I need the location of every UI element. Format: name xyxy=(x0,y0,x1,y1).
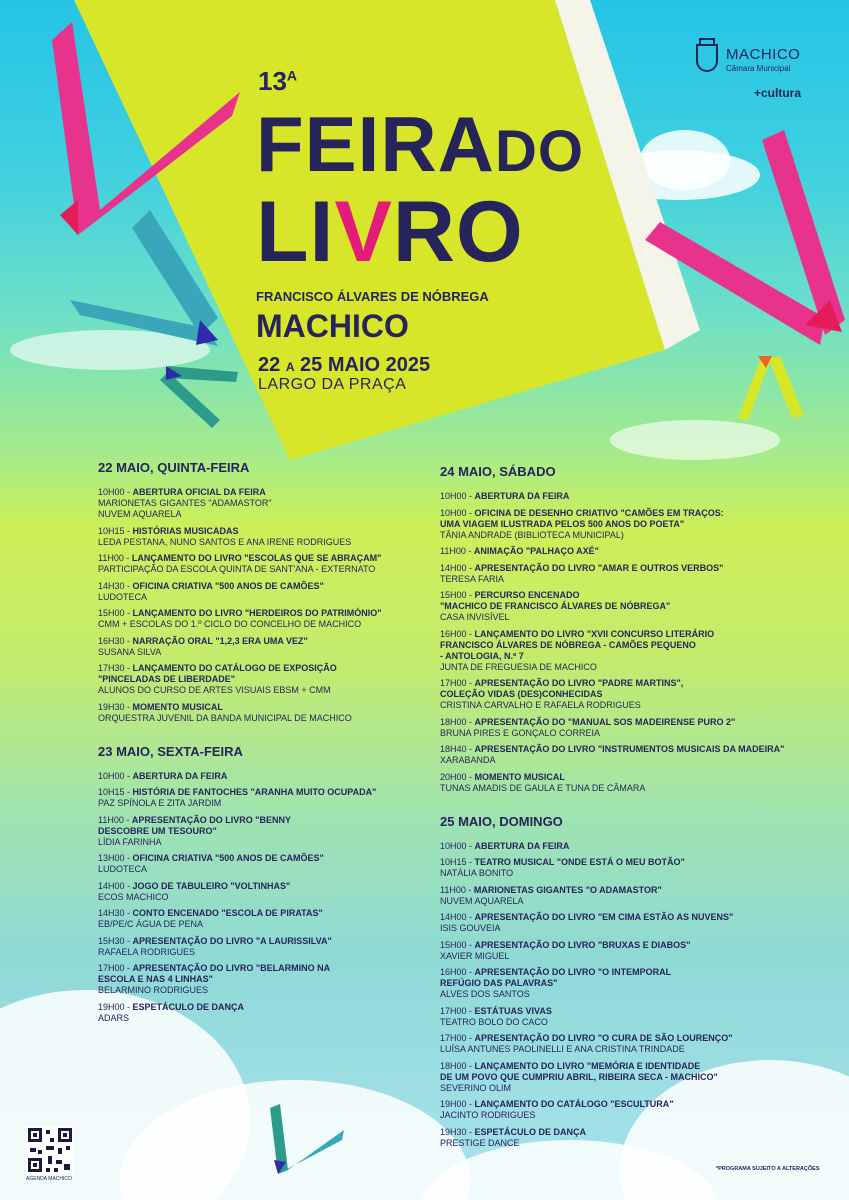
event-title: ABERTURA DA FEIRA xyxy=(474,491,570,501)
event-item: 15H00 - LANÇAMENTO DO LIVRO "HERDEIROS DO PATRIMÓNIO" CMM + ESCOLAS DO 1.º CICLO DO CONCELHO DE MACHICO xyxy=(98,608,478,630)
event-time: 17H00 xyxy=(98,963,125,973)
event-place: LARGO DA PRAÇA xyxy=(258,376,407,393)
event-title: ABERTURA DA FEIRA xyxy=(474,840,570,851)
day-heading: 25 MAIO, DOMINGO xyxy=(440,813,563,829)
logo-name: MACHICO xyxy=(726,46,801,63)
patron-name: FRANCISCO ÁLVARES DE NÓBREGA xyxy=(256,289,489,304)
event-host: PAZ SPÍNOLA E ZITA JARDIM xyxy=(98,798,222,808)
event-time: 10H00 xyxy=(98,770,125,781)
event-title: APRESENTAÇÃO DO LIVRO "BENNY xyxy=(131,814,291,825)
event-host: TUNAS AMADIS DE GAULA E TUNA DE CÂMARA xyxy=(440,782,646,793)
event-item: 10H15 - HISTÓRIAS MUSICADAS LEDA PESTANA, NUNO SANTOS E ANA IRENE RODRIGUES xyxy=(98,526,478,548)
event-time: 16H30 xyxy=(98,635,125,646)
event-host: RAFAELA RODRIGUES xyxy=(98,946,196,957)
event-time: 14H00 xyxy=(440,562,467,573)
title-livro-a: LI xyxy=(256,184,335,280)
event-title: LANÇAMENTO DO LIVRO "MEMÓRIA E IDENTIDADE xyxy=(474,1060,701,1071)
event-item: 11H00 - ANIMAÇÃO "PALHAÇO AXÉ" xyxy=(440,546,599,556)
municipal-logo xyxy=(696,38,816,108)
event-title: "MACHICO DE FRANCISCO ÁLVARES DE NÓBREGA" xyxy=(440,601,671,611)
event-title: APRESENTAÇÃO DO LIVRO "O INTEMPORAL xyxy=(474,967,672,977)
edition-number: $13^A$ xyxy=(258,66,298,96)
event-item: 15H00 - APRESENTAÇÃO DO LIVRO "BRUXAS E DIABOS" XAVIER MIGUEL xyxy=(440,940,820,962)
event-title: LANÇAMENTO DO LIVRO "ESCOLAS QUE SE ABRAÇAM" xyxy=(131,553,382,563)
day-block xyxy=(98,744,478,1024)
event-time: 14H30 xyxy=(98,908,125,918)
event-time: 16H00 xyxy=(440,967,467,977)
event-item: 20H00 - MOMENTO MUSICAL TUNAS AMADIS DE GAULA E TUNA DE CÂMARA xyxy=(440,772,820,794)
event-host: JUNTA DE FREGUESIA DE MACHICO xyxy=(440,661,597,672)
event-title: - ANTOLOGIA, N.º 7 xyxy=(440,650,524,661)
event-title: ABERTURA OFICIAL DA FEIRA xyxy=(132,487,266,497)
event-time: 17H30 xyxy=(98,663,125,673)
event-time: 14H00 xyxy=(440,912,467,922)
event-host: LÍDIA FARINHA xyxy=(98,836,162,847)
event-host: ISIS GOUVEIA xyxy=(440,923,501,933)
event-host: SUSANA SILVA xyxy=(98,646,162,657)
event-title: TEATRO MUSICAL "ONDE ESTÁ O MEU BOTÃO" xyxy=(474,857,685,867)
event-time: 18H00 xyxy=(440,1060,467,1071)
event-time: 10H15 xyxy=(98,525,125,536)
programme-left-column xyxy=(98,460,478,1044)
event-host: LUDOTECA xyxy=(98,591,148,602)
event-host: XARABANDA xyxy=(440,755,496,765)
date-start: 22 xyxy=(258,354,281,376)
event-host: NATÁLIA BONITO xyxy=(440,868,514,878)
event-title: LANÇAMENTO DO LIVRO "HERDEIROS DO PATRIMÓNIO" xyxy=(132,608,382,618)
event-time: 11H00 xyxy=(98,553,124,563)
event-item: 14H00 - APRESENTAÇÃO DO LIVRO "EM CIMA ESTÃO AS NUVENS" ISIS GOUVEIA xyxy=(440,912,820,934)
event-host: TERESA FARIA xyxy=(440,573,505,584)
day-block xyxy=(440,464,820,794)
event-item: 15H00 - PERCURSO ENCENADO "MACHICO DE FRANCISCO ÁLVARES DE NÓBREGA" CASA INVISÍVEL xyxy=(440,590,820,623)
day-block xyxy=(98,460,478,724)
event-host: SEVERINO OLIM xyxy=(440,1082,512,1093)
date-separator: A xyxy=(285,360,295,374)
event-item: 16H00 - LANÇAMENTO DO LIVRO "XVII CONCURSO LITERÁRIO FRANCISCO ÁLVARES DE NÓBREGA - CAMÕES PEQUENO - ANTOLOGIA, N.º 7 JUNTA DE FREGUESIA DE MACHICO xyxy=(440,629,820,673)
event-item: 11H00 - LANÇAMENTO DO LIVRO "ESCOLAS QUE SE ABRAÇAM" PARTICIPAÇÃO DA ESCOLA QUINTA DE SANT'ANA - EXTERNATO xyxy=(98,553,478,575)
event-item: 18H40 - APRESENTAÇÃO DO LIVRO "INSTRUMENTOS MUSICAIS DA MADEIRA" XARABANDA xyxy=(440,744,820,766)
event-item: 17H00 - ESTÁTUAS VIVAS TEATRO BOLO DO CACO xyxy=(440,1006,820,1028)
event-time: 19H00 xyxy=(440,1099,467,1109)
event-time: 18H00 xyxy=(440,716,467,727)
event-title: ANIMAÇÃO "PALHAÇO AXÉ" xyxy=(473,546,599,556)
event-title: MOMENTO MUSICAL xyxy=(132,701,223,712)
event-host: XAVIER MIGUEL xyxy=(440,950,510,961)
event-title: HISTÓRIAS MUSICADAS xyxy=(132,525,239,536)
event-item: 19H30 - MOMENTO MUSICAL ORQUESTRA JUVENIL DA BANDA MUNICIPAL DE MACHICO xyxy=(98,702,478,724)
event-item: 15H30 - APRESENTAÇÃO DO LIVRO "A LAURISSILVA" RAFAELA RODRIGUES xyxy=(98,936,478,958)
event-time: 10H00 xyxy=(440,507,467,518)
event-title: NARRAÇÃO ORAL "1,2,3 ERA UMA VEZ" xyxy=(132,635,308,646)
event-title: MOMENTO MUSICAL xyxy=(474,771,565,782)
event-host: ALUNOS DO CURSO DE ARTES VISUAIS EBSM + CMM xyxy=(98,685,331,695)
event-time: 16H00 xyxy=(440,628,467,639)
event-item: 16H00 - APRESENTAÇÃO DO LIVRO "O INTEMPORAL REFÚGIO DAS PALAVRAS" ALVES DOS SANTOS xyxy=(440,967,820,1000)
event-time: 11H00 xyxy=(440,884,466,895)
event-time: 14H00 xyxy=(98,880,125,891)
event-title: JOGO DE TABULEIRO "VOLTINHAS" xyxy=(132,880,291,891)
title-livro-b: RO xyxy=(392,184,524,280)
event-time: 11H00 xyxy=(440,546,466,556)
event-time: 11H00 xyxy=(98,814,124,825)
event-host: BRUNA PIRES E GONÇALO CORREIA xyxy=(440,727,601,738)
event-time: 10H00 xyxy=(98,487,125,497)
event-host: ADARS xyxy=(98,1012,130,1023)
event-time: 14H30 xyxy=(98,580,125,591)
event-item: 17H00 - APRESENTAÇÃO DO LIVRO "O CURA DE SÃO LOURENÇO" LUÍSA ANTUNES PAOLINELLI E ANA CRISTINA TRINDADE xyxy=(440,1033,820,1055)
event-host: CRISTINA CARVALHO E RAFAELA RODRIGUES xyxy=(440,700,641,710)
event-item: 11H00 - APRESENTAÇÃO DO LIVRO "BENNY DESCOBRE UM TESOURO" LÍDIA FARINHA xyxy=(98,815,478,848)
town-name: MACHICO xyxy=(256,308,409,344)
title-livro xyxy=(256,184,524,280)
event-item: 19H00 - ESPETÁCULO DE DANÇA ADARS xyxy=(98,1002,478,1024)
title-feira: FEIRA xyxy=(256,100,495,188)
event-item: 11H00 - MARIONETAS GIGANTES "O ADAMASTOR" NUVEM AQUARELA xyxy=(440,885,820,907)
event-host: MARIONETAS GIGANTES "ADAMASTOR" xyxy=(98,498,272,508)
event-host: BELARMINO RODRIGUES xyxy=(98,985,209,995)
event-time: 19H00 xyxy=(98,1001,125,1012)
event-title: UMA VIAGEM ILUSTRADA PELOS 500 ANOS DO POETA" xyxy=(440,518,685,529)
event-dates xyxy=(258,354,430,377)
event-item: 10H00 - OFICINA DE DESENHO CRIATIVO "CAMÕES EM TRAÇOS: UMA VIAGEM ILUSTRADA PELOS 500 ANOS DO POETA" TÂNIA ANDRADE (BIBLIOTECA MUNICIPAL) xyxy=(440,508,820,541)
event-time: 10H00 xyxy=(440,491,467,501)
event-time: 19H30 xyxy=(98,701,125,712)
event-item: 14H00 - JOGO DE TABULEIRO "VOLTINHAS" ECOS MACHICO xyxy=(98,881,478,903)
event-title: APRESENTAÇÃO DO LIVRO "BELARMINO NA xyxy=(132,963,331,973)
event-host: LEDA PESTANA, NUNO SANTOS E ANA IRENE RODRIGUES xyxy=(98,536,352,547)
event-item: 10H15 - TEATRO MUSICAL "ONDE ESTÁ O MEU BOTÃO" NATÁLIA BONITO xyxy=(440,857,820,879)
event-title: PERCURSO ENCENADO xyxy=(474,590,580,600)
event-item: 18H00 - APRESENTAÇÃO DO "MANUAL SOS MADEIRENSE PURO 2" BRUNA PIRES E GONÇALO CORREIA xyxy=(440,717,820,739)
event-title: DESCOBRE UM TESOURO" xyxy=(98,825,217,836)
event-title: APRESENTAÇÃO DO LIVRO "INSTRUMENTOS MUSICAIS DA MADEIRA" xyxy=(474,744,785,754)
event-host: TÂNIA ANDRADE (BIBLIOTECA MUNICIPAL) xyxy=(440,529,624,540)
event-title: APRESENTAÇÃO DO LIVRO "A LAURISSILVA" xyxy=(132,935,332,946)
event-title: APRESENTAÇÃO DO LIVRO "O CURA DE SÃO LOURENÇO" xyxy=(474,1033,733,1043)
event-time: 15H00 xyxy=(440,939,467,950)
event-item: 19H30 - ESPETÁCULO DE DANÇA PRESTIGE DANCE xyxy=(440,1127,820,1149)
event-time: 13H00 xyxy=(98,853,125,863)
event-time: 20H00 xyxy=(440,771,467,782)
event-item: 10H00 - ABERTURA DA FEIRA xyxy=(440,840,570,851)
event-title: APRESENTAÇÃO DO LIVRO "AMAR E OUTROS VERBOS" xyxy=(474,562,724,573)
event-time: 17H00 xyxy=(440,1005,467,1016)
event-host: TEATRO BOLO DO CACO xyxy=(440,1016,548,1027)
event-host: ECOS MACHICO xyxy=(98,891,169,902)
event-title: ESPETÁCULO DE DANÇA xyxy=(132,1001,245,1012)
event-item: 14H30 - CONTO ENCENADO "ESCOLA DE PIRATAS" EB/PE/C ÁGUA DE PENA xyxy=(98,908,478,930)
event-time: 10H15 xyxy=(98,787,125,797)
event-title: LANÇAMENTO DO CATÁLOGO "ESCULTURA" xyxy=(474,1099,674,1109)
date-rest: 25 MAIO 2025 xyxy=(300,354,431,376)
event-title: APRESENTAÇÃO DO "MANUAL SOS MADEIRENSE PURO 2" xyxy=(474,716,736,727)
title-livro-v: V xyxy=(334,184,393,280)
event-time: 15H00 xyxy=(98,608,125,618)
event-host: CASA INVISÍVEL xyxy=(440,612,510,622)
event-host: LUDOTECA xyxy=(98,864,148,874)
event-item: 10H00 - ABERTURA DA FEIRA xyxy=(440,491,570,501)
event-title: MARIONETAS GIGANTES "O ADAMASTOR" xyxy=(473,884,662,895)
event-item: 16H30 - NARRAÇÃO ORAL "1,2,3 ERA UMA VEZ" SUSANA SILVA xyxy=(98,636,478,658)
qr-label: AGENDA MACHICO xyxy=(26,1176,72,1182)
event-title: HISTÓRIA DE FANTOCHES "ARANHA MUITO OCUPADA" xyxy=(132,787,377,797)
event-title: ESTÁTUAS VIVAS xyxy=(474,1005,552,1016)
crest-icon xyxy=(696,44,718,72)
event-item: 10H15 - HISTÓRIA DE FANTOCHES "ARANHA MUITO OCUPADA" PAZ SPÍNOLA E ZITA JARDIM xyxy=(98,787,478,809)
event-title: APRESENTAÇÃO DO LIVRO "BRUXAS E DIABOS" xyxy=(474,939,691,950)
event-title: "PINCELADAS DE LIBERDADE" xyxy=(98,674,236,684)
event-time: 19H30 xyxy=(440,1126,467,1137)
event-title: DE UM POVO QUE CUMPRIU ABRIL, RIBEIRA SECA - MACHICO" xyxy=(440,1071,718,1082)
day-heading: 22 MAIO, QUINTA-FEIRA xyxy=(98,460,250,475)
decorative-bottom-book xyxy=(260,1100,350,1180)
event-item: 17H00 - APRESENTAÇÃO DO LIVRO "BELARMINO NA ESCOLA E NAS 4 LINHAS" BELARMINO RODRIGUES xyxy=(98,963,478,996)
event-title: OFICINA CRIATIVA "500 ANOS DE CAMÕES" xyxy=(132,580,324,591)
event-host: PARTICIPAÇÃO DA ESCOLA QUINTA DE SANT'ANA - EXTERNATO xyxy=(98,564,376,574)
day-heading: 23 MAIO, SEXTA-FEIRA xyxy=(98,743,243,759)
program-footnote: *PROGRAMA SUJEITO A ALTERAÇÕES xyxy=(716,1166,820,1172)
event-host: PRESTIGE DANCE xyxy=(440,1137,520,1148)
event-item: 17H00 - APRESENTAÇÃO DO LIVRO "PADRE MARTINS", COLEÇÃO VIDAS (DES)CONHECIDAS CRISTINA CARVALHO E RAFAELA RODRIGUES xyxy=(440,678,820,711)
event-host: NUVEM AQUARELA xyxy=(98,509,182,519)
event-host: NUVEM AQUARELA xyxy=(440,895,524,906)
event-item: 14H00 - APRESENTAÇÃO DO LIVRO "AMAR E OUTROS VERBOS" TERESA FARIA xyxy=(440,563,820,585)
logo-subtitle: Câmara Municipal xyxy=(726,64,791,73)
event-item: 17H30 - LANÇAMENTO DO CATÁLOGO DE EXPOSIÇÃO "PINCELADAS DE LIBERDADE" ALUNOS DO CURSO DE ARTES VISUAIS EBSM + CMM xyxy=(98,663,478,696)
event-title: OFICINA DE DESENHO CRIATIVO "CAMÕES EM TRAÇOS: xyxy=(474,507,724,518)
qr-code-icon xyxy=(26,1126,74,1174)
logo-culture: +cultura xyxy=(754,86,802,100)
day-block xyxy=(440,814,820,1149)
event-time: 15H30 xyxy=(98,935,125,946)
title-do: DO xyxy=(495,119,584,184)
event-host: EB/PE/C ÁGUA DE PENA xyxy=(98,919,204,929)
event-item: 18H00 - LANÇAMENTO DO LIVRO "MEMÓRIA E IDENTIDADE DE UM POVO QUE CUMPRIU ABRIL, RIBEIRA SECA - MACHICO" SEVERINO OLIM xyxy=(440,1061,820,1094)
day-heading: 24 MAIO, SÁBADO xyxy=(440,464,556,479)
event-title: FRANCISCO ÁLVARES DE NÓBREGA - CAMÕES PEQUENO xyxy=(440,639,696,650)
event-item: 10H00 - ABERTURA DA FEIRA xyxy=(98,770,228,781)
event-time: 17H00 xyxy=(440,1033,467,1043)
event-host: ORQUESTRA JUVENIL DA BANDA MUNICIPAL DE MACHICO xyxy=(98,712,352,723)
event-item: 19H00 - LANÇAMENTO DO CATÁLOGO "ESCULTURA" JACINTO RODRIGUES xyxy=(440,1099,820,1121)
edition-suffix: A xyxy=(286,67,298,84)
event-title: LANÇAMENTO DO CATÁLOGO DE EXPOSIÇÃO xyxy=(132,663,337,673)
event-title: ESPETÁCULO DE DANÇA xyxy=(474,1126,587,1137)
event-time: 15H00 xyxy=(440,590,467,600)
event-host: CMM + ESCOLAS DO 1.º CICLO DO CONCELHO DE MACHICO xyxy=(98,619,362,629)
event-title: ABERTURA DA FEIRA xyxy=(132,770,228,781)
event-host: ALVES DOS SANTOS xyxy=(440,989,530,999)
event-title: LANÇAMENTO DO LIVRO "XVII CONCURSO LITERÁRIO xyxy=(474,628,715,639)
event-item: 14H30 - OFICINA CRIATIVA "500 ANOS DE CAMÕES" LUDOTECA xyxy=(98,581,478,603)
event-time: 17H00 xyxy=(440,678,467,688)
title-feira-do xyxy=(256,100,584,192)
event-title: REFÚGIO DAS PALAVRAS" xyxy=(440,978,558,988)
event-title: APRESENTAÇÃO DO LIVRO "EM CIMA ESTÃO AS NUVENS" xyxy=(474,912,734,922)
event-item: 10H00 - ABERTURA OFICIAL DA FEIRA MARIONETAS GIGANTES "ADAMASTOR" NUVEM AQUARELA xyxy=(98,487,478,520)
event-time: 10H00 xyxy=(440,840,467,851)
programme-right-column xyxy=(440,464,820,1169)
event-host: JACINTO RODRIGUES xyxy=(440,1110,536,1120)
event-time: 18H40 xyxy=(440,744,467,754)
event-title: CONTO ENCENADO "ESCOLA DE PIRATAS" xyxy=(132,908,323,918)
event-time: 10H15 xyxy=(440,857,467,867)
event-host: LUÍSA ANTUNES PAOLINELLI E ANA CRISTINA TRINDADE xyxy=(440,1044,685,1054)
event-item: 13H00 - OFICINA CRIATIVA "500 ANOS DE CAMÕES" LUDOTECA xyxy=(98,853,478,875)
event-title: COLEÇÃO VIDAS (DES)CONHECIDAS xyxy=(440,689,603,699)
event-title: ESCOLA E NAS 4 LINHAS" xyxy=(98,974,213,984)
event-title: OFICINA CRIATIVA "500 ANOS DE CAMÕES" xyxy=(132,853,324,863)
event-title: APRESENTAÇÃO DO LIVRO "PADRE MARTINS", xyxy=(474,678,684,688)
